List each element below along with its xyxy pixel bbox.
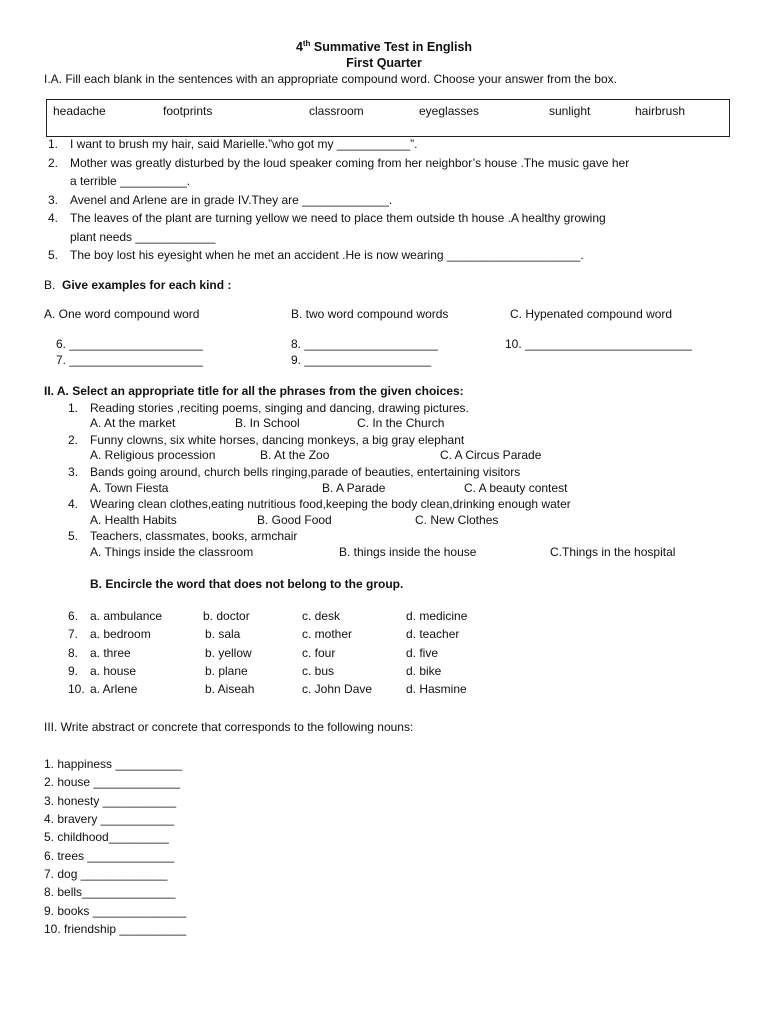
category-b: B. two word compound words (291, 307, 449, 321)
phrase-text: Funny clowns, six white horses, dancing monkeys, a big gray elephant (90, 433, 465, 447)
sentence-text: The leaves of the plant are turning yellow we need to place them outside th house .A healthy growing (70, 211, 606, 225)
choice-c[interactable]: C. A Circus Parade (440, 448, 542, 462)
option-b[interactable]: b. plane (205, 664, 248, 678)
part1b-instruction: B. Give examples for each kind : (44, 278, 232, 292)
option-b[interactable]: b. yellow (205, 646, 252, 660)
noun-item[interactable]: 10. friendship __________ (44, 922, 187, 936)
blank-6[interactable]: 6. ____________________ (56, 337, 203, 351)
category-c: C. Hypenated compound word (510, 307, 673, 321)
item-number: 9. (68, 664, 79, 678)
word-box (46, 99, 730, 137)
word-box-item: hairbrush (635, 104, 686, 118)
choice-a[interactable]: A. Things inside the classroom (90, 545, 254, 559)
item-number: 4. (48, 211, 59, 225)
item-number: 4. (68, 497, 79, 511)
option-b[interactable]: b. sala (205, 627, 241, 641)
option-a[interactable]: a. three (90, 646, 131, 660)
blank-10[interactable]: 10. _________________________ (505, 337, 692, 351)
option-a[interactable]: a. ambulance (90, 609, 163, 623)
option-a[interactable]: a. bedroom (90, 627, 151, 641)
option-a[interactable]: a. Arlene (90, 682, 138, 696)
choice-c[interactable]: C. New Clothes (415, 513, 499, 527)
noun-item[interactable]: 8. bells______________ (44, 885, 176, 899)
item-number: 5. (68, 529, 79, 543)
item-number: 8. (68, 646, 79, 660)
option-c[interactable]: c. four (302, 646, 336, 660)
phrase-text: Teachers, classmates, books, armchair (90, 529, 298, 543)
part2a-instruction: II. A. Select an appropriate title for all the phrases from the given choices: (44, 384, 464, 398)
item-number: 1. (68, 401, 79, 415)
choice-b[interactable]: B. things inside the house (339, 545, 477, 559)
option-c[interactable]: c. John Dave (302, 682, 373, 696)
blank-9[interactable]: 9. ___________________ (291, 353, 432, 367)
sentence-text: I want to brush my hair, said Marielle.”who got my ___________”. (70, 137, 418, 151)
item-number: 6. (68, 609, 79, 623)
item-number: 3. (48, 193, 59, 207)
option-b[interactable]: b. Aiseah (205, 682, 255, 696)
item-number: 2. (48, 156, 59, 170)
option-c[interactable]: c. bus (302, 664, 335, 678)
part2b-instruction: B. Encircle the word that does not belong to the group. (90, 577, 404, 591)
blank-8[interactable]: 8. ____________________ (291, 337, 438, 351)
option-c[interactable]: c. mother (302, 627, 353, 641)
option-a[interactable]: a. house (90, 664, 137, 678)
option-b[interactable]: b. doctor (203, 609, 250, 623)
choice-b[interactable]: B. In School (235, 416, 300, 430)
item-number: 7. (68, 627, 79, 641)
sentence-text-cont: a terrible __________. (70, 174, 191, 188)
word-box-item: footprints (163, 104, 213, 118)
sentence-text: The boy lost his eyesight when he met an accident .He is now wearing ____________________. (70, 248, 584, 262)
option-d[interactable]: d. five (406, 646, 439, 660)
option-d[interactable]: d. medicine (406, 609, 468, 623)
choice-a[interactable]: A. Town Fiesta (90, 481, 169, 495)
choice-c[interactable]: C.Things in the hospital (550, 545, 676, 559)
noun-item[interactable]: 3. honesty ___________ (44, 794, 177, 808)
choice-b[interactable]: B. At the Zoo (260, 448, 330, 462)
word-box-item: headache (53, 104, 106, 118)
choice-a[interactable]: A. Health Habits (90, 513, 177, 527)
page-title: 4th Summative Test in English (295, 38, 473, 54)
item-number: 5. (48, 248, 59, 262)
noun-item[interactable]: 5. childhood_________ (44, 830, 169, 844)
sentence-text: Avenel and Arlene are in grade IV.They are _____________. (70, 193, 393, 207)
choice-c[interactable]: C. In the Church (357, 416, 445, 430)
phrase-text: Reading stories ,reciting poems, singing and dancing, drawing pictures. (90, 401, 469, 415)
option-c[interactable]: c. desk (302, 609, 341, 623)
noun-item[interactable]: 2. house _____________ (44, 775, 181, 789)
noun-item[interactable]: 4. bravery ___________ (44, 812, 175, 826)
category-a: A. One word compound word (44, 307, 200, 321)
sentence-text: Mother was greatly disturbed by the loud speaker coming from her neighbor’s house .The music gave her (70, 156, 630, 170)
noun-item[interactable]: 1. happiness __________ (44, 757, 183, 771)
word-box-item: sunlight (549, 104, 591, 118)
item-number: 3. (68, 465, 79, 479)
phrase-text: Wearing clean clothes,eating nutritious food,keeping the body clean,drinking enough water (90, 497, 571, 511)
sentence-text-cont: plant needs ____________ (70, 230, 216, 244)
part3-instruction: III. Write abstract or concrete that corresponds to the following nouns: (44, 720, 414, 734)
option-d[interactable]: d. Hasmine (406, 682, 467, 696)
noun-item[interactable]: 9. books ______________ (44, 904, 187, 918)
option-d[interactable]: d. teacher (406, 627, 460, 641)
item-number: 1. (48, 137, 59, 151)
option-d[interactable]: d. bike (406, 664, 442, 678)
part1a-instruction: I.A. Fill each blank in the sentences with an appropriate compound word. Choose your answer from the box. (44, 72, 617, 86)
blank-7[interactable]: 7. ____________________ (56, 353, 203, 367)
choice-b[interactable]: B. Good Food (257, 513, 332, 527)
word-box-item: classroom (309, 104, 364, 118)
noun-item[interactable]: 7. dog _____________ (44, 867, 168, 881)
page-subtitle: First Quarter (346, 56, 422, 70)
noun-item[interactable]: 6. trees _____________ (44, 849, 175, 863)
item-number: 2. (68, 433, 79, 447)
item-number: 10. (68, 682, 85, 696)
choice-a[interactable]: A. At the market (90, 416, 176, 430)
word-box-item: eyeglasses (419, 104, 480, 118)
phrase-text: Bands going around, church bells ringing,parade of beauties, entertaining visitors (90, 465, 521, 479)
choice-c[interactable]: C. A beauty contest (464, 481, 568, 495)
choice-b[interactable]: B. A Parade (322, 481, 386, 495)
choice-a[interactable]: A. Religious procession (90, 448, 216, 462)
